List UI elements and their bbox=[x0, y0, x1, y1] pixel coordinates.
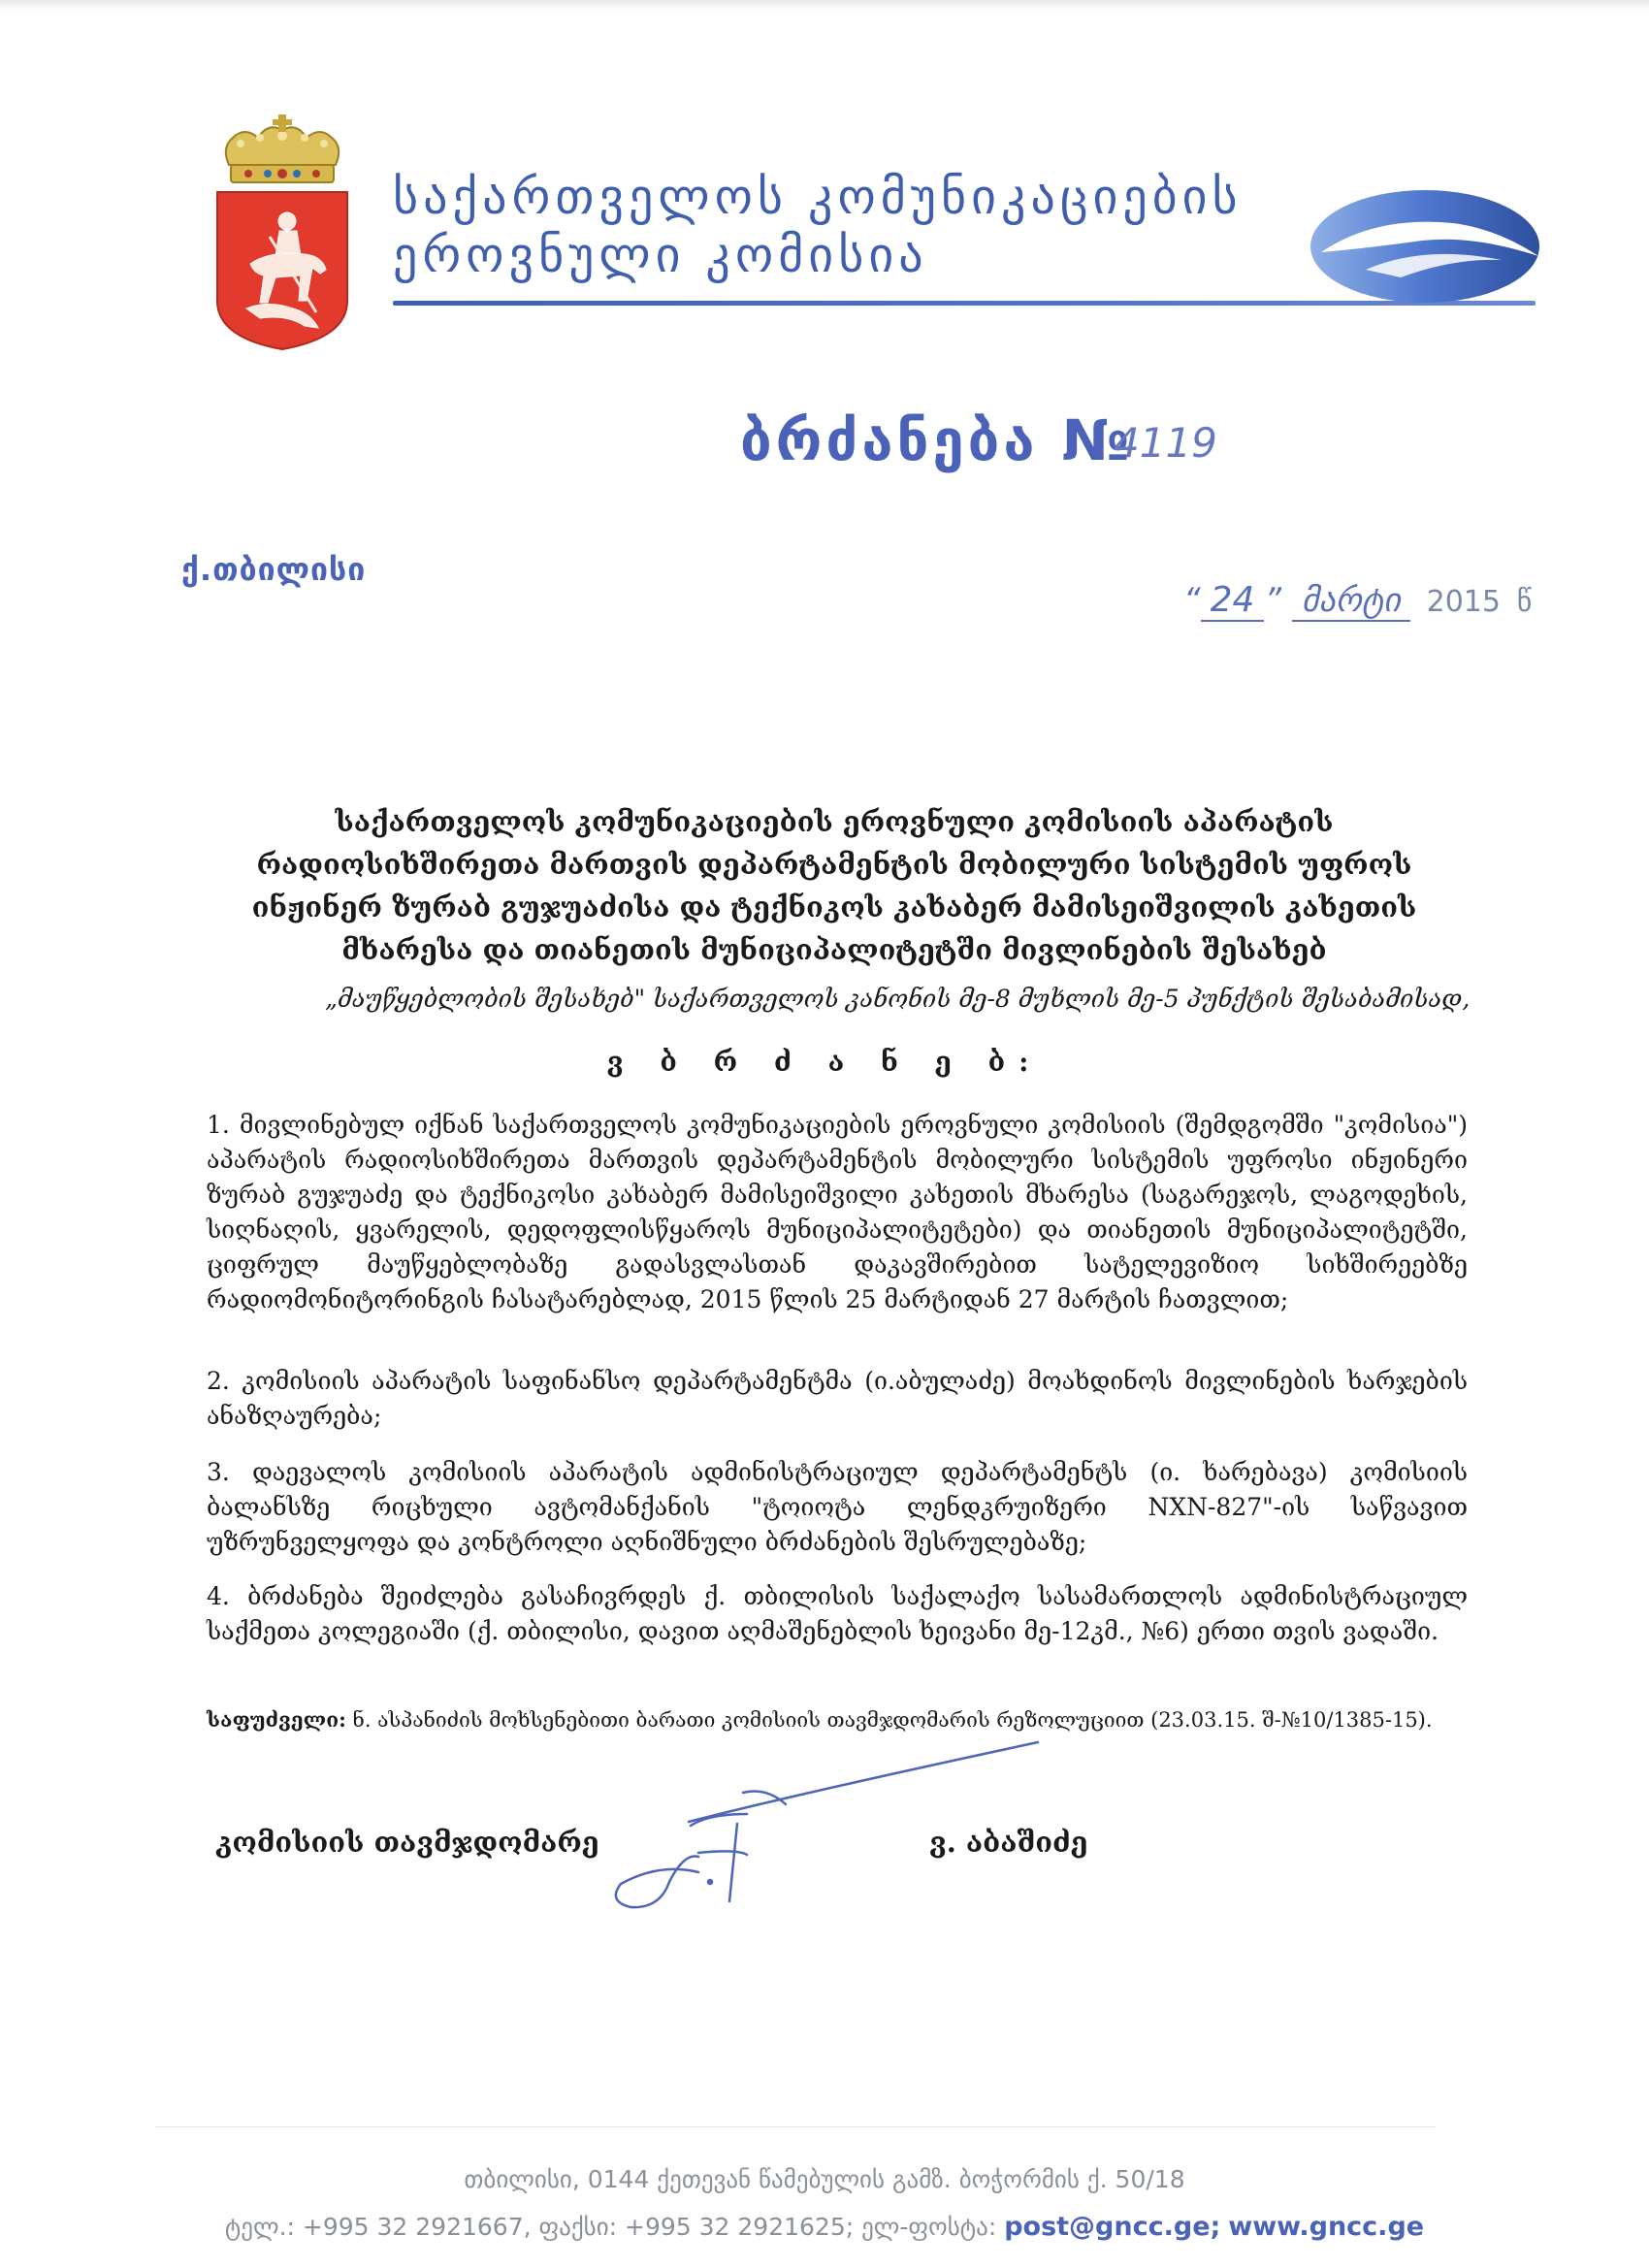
order-number: 4119 bbox=[1114, 419, 1217, 467]
handwritten-signature bbox=[592, 1736, 1048, 1911]
footer-fax: ფაქსი: +995 32 2921625; bbox=[538, 2213, 862, 2241]
date-year-suffix: წ bbox=[1516, 585, 1533, 619]
order-date: “ 24 ” მარტი 2015 წ bbox=[1183, 580, 1533, 620]
date-year: 2015 bbox=[1426, 585, 1501, 619]
basis-text: ნ. ასპანიძის მოხსენებითი ბარათი კომისიის თავმჯდომარის რეზოლუციით (23.03.15. შ-№10/1385-15). bbox=[345, 1708, 1433, 1732]
footer-phone: ტელ.: +995 32 2921667, bbox=[224, 2213, 539, 2241]
date-month: მარტი bbox=[1292, 581, 1410, 622]
footer-website-link[interactable]: www.gncc.ge bbox=[1228, 2212, 1425, 2242]
commission-logo-icon bbox=[1308, 177, 1542, 312]
footer-email-label: ელ-ფოსტა: bbox=[861, 2213, 1005, 2241]
document-heading: საქართველოს კომუნიკაციების ეროვნული კომისიის აპარატის რადიოსიხშირეთა მართვის დეპარტამენტის მობილური სისტემის უფროს ინჟინერ ზურაბ გუჯუაძისა და ტექნიკოს კახაბერ მამისეიშვილის კახეთის მხარესა და თიანეთის მუნიციპალიტეტში მივლინების შესახებ bbox=[251, 805, 1417, 966]
basis-note bbox=[207, 1707, 1468, 1732]
order-clause-3: 3. დაევალოს კომისიის აპარატის ადმინისტრაციულ დეპარტამენტს (ი. ხარებავა) კომისიის ბალანსზე რიცხული ავტომანქანის "ტოიოტა ლენდკრუიზერი NXN-827"-ის საწვავით უზრუნველყოფა და კონტროლი აღნიშნული ბრძანების შესრულებაზე; bbox=[207, 1458, 1468, 1556]
footer-address: თბილისი, 0144 ქეთევან წამებულის გამზ. ბოჭორმის ქ. 50/18 bbox=[464, 2165, 1185, 2193]
organization-name-line1: საქართველოს კომუნიკაციების bbox=[393, 169, 1243, 225]
order-title: ბრძანება № bbox=[740, 407, 1134, 473]
organization-name-line2: ეროვნული კომისია bbox=[393, 227, 928, 283]
crown-icon bbox=[226, 114, 339, 182]
order-clause-2: 2. კომისიის აპარატის საფინანსო დეპარტამენტმა (ი.აბულაძე) მოახდინოს მივლინების ხარჯების ანაზღაურება; bbox=[207, 1367, 1468, 1430]
basis-label: საფუძველი: bbox=[207, 1707, 346, 1732]
footer-contacts bbox=[0, 2212, 1649, 2242]
footer-email-link[interactable]: post@gncc.ge; bbox=[1004, 2212, 1221, 2242]
signatory-title: კომისიის თავმჯდომარე bbox=[215, 1826, 599, 1859]
date-day: 24 bbox=[1201, 580, 1265, 622]
coat-of-arms-icon bbox=[211, 109, 353, 351]
page-edge bbox=[0, 0, 1649, 10]
city-label: ქ.თბილისი bbox=[181, 551, 367, 588]
order-clause-4: 4. ბრძანება შეიძლება გასაჩივრდეს ქ. თბილისის საქალაქო სასამართლოს ადმინისტრაციულ საქმეთა კოლეგიაში (ქ. თბილისი, დავით აღმაშენებლის ხეივანი მე-12კმ., №6) ერთი თვის ვადაში. bbox=[207, 1582, 1468, 1645]
decree-word: ვ ბ რ ძ ა ნ ე ბ: bbox=[606, 1046, 1043, 1078]
legal-preamble: „მაუწყებლობის შესახებ" საქართველოს კანონის მე-8 მუხლის მე-5 პუნქტის შესაბამისად, bbox=[325, 985, 1471, 1013]
footer-divider bbox=[155, 2126, 1436, 2127]
signatory-name: ვ. აბაშიძე bbox=[929, 1826, 1088, 1859]
order-clause-1: 1. მივლინებულ იქნან საქართველოს კომუნიკაციების ეროვნული კომისიის (შემდგომში "კომისია") აპარატის რადიოსიხშირეთა მართვის დეპარტამენტის მობილური სისტემის უფროსი ინჟინერი ზურაბ გუჯუაძე და ტექნიკოსი კახაბერ მამისეიშვილი კახეთის მხარესა (საგარეჯოს, ლაგოდეხის, სიღნაღის, ყვარელის, დედოფლისწყაროს მუნიციპალიტეტები) და თიანეთის მუნიციპალიტეტში, ციფრულ მაუწყებლობაზე გადასვლასთან დაკავშირებით სატელევიზიო სიხშირეებზე რადიომონიტორინგის ჩასატარებლად, 2015 წლის 25 მარტიდან 27 მარტის ჩათვლით; bbox=[207, 1111, 1468, 1313]
